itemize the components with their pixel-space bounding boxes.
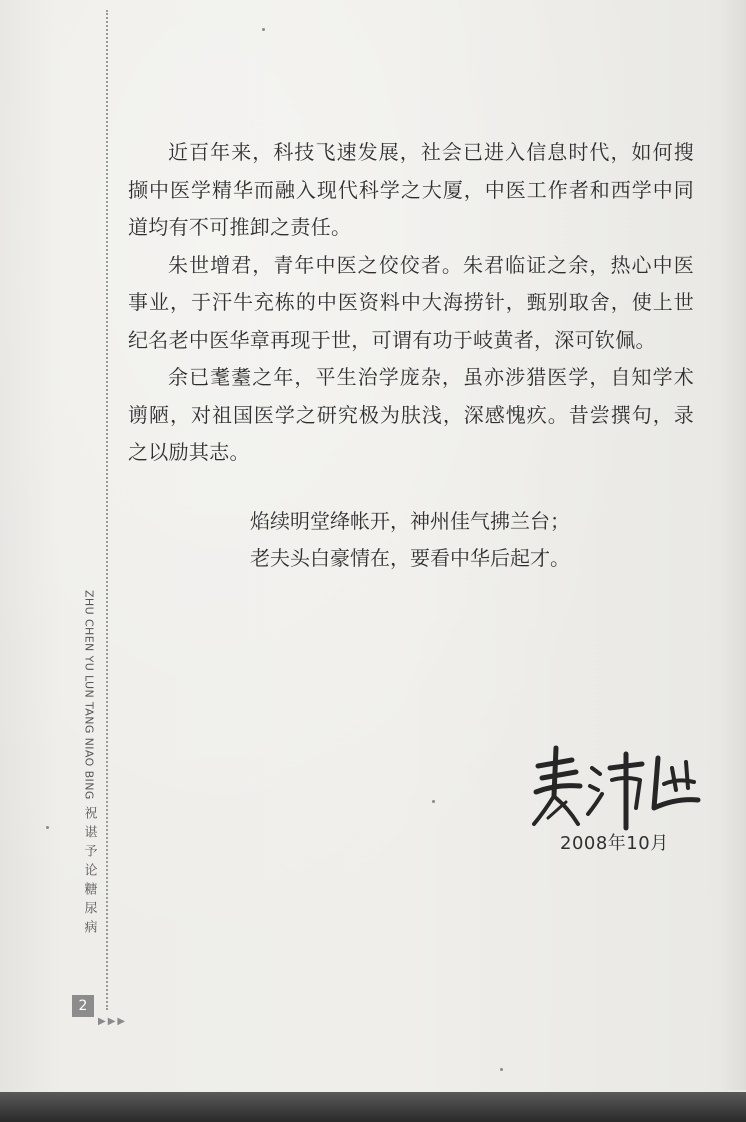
poem-line-2: 老夫头白豪情在，要看中华后起才。 <box>250 546 570 570</box>
arrow-icon: ▶▶▶ <box>98 1016 128 1027</box>
date-line: 2008年10月 <box>560 833 669 854</box>
paragraph-2: 朱世增君，青年中医之佼佼者。朱君临证之余，热心中医事业，于汗牛充栋的中医资料中大海捞针，甄别取舍，使上世纪名老中医华章再现于世，可谓有功于岐黄者，深可钦佩。 <box>128 252 694 352</box>
running-head <box>78 590 100 939</box>
page-edge-shadow <box>718 0 746 1090</box>
preface-body <box>128 134 694 472</box>
scan-bottom-edge <box>0 1092 746 1122</box>
page-number: 2 <box>72 995 94 1017</box>
running-head-title: 祝谌予论糖尿病 <box>81 805 97 939</box>
poem-line-1: 焰续明堂绛帐开，神州佳气拂兰台； <box>250 509 570 533</box>
paragraph-1: 近百年来，科技飞速发展，社会已进入信息时代，如何搜撷中医学精华而融入现代科学之大厦，中医工作者和西学中同道均有不可推卸之责任。 <box>128 140 694 239</box>
paragraph-3: 余已耄耋之年，平生治学庞杂，虽亦涉猎医学，自知学术谫陋，对祖国医学之研究极为肤浅，深感愧疚。昔尝撰句，录之以励其志。 <box>128 365 694 464</box>
poem <box>190 503 650 577</box>
margin-dotted-rule <box>106 10 108 1010</box>
handwritten-signature <box>526 738 706 834</box>
running-head-pinyin: ZHU CHEN YU LUN TANG NIAO BING <box>82 590 96 800</box>
